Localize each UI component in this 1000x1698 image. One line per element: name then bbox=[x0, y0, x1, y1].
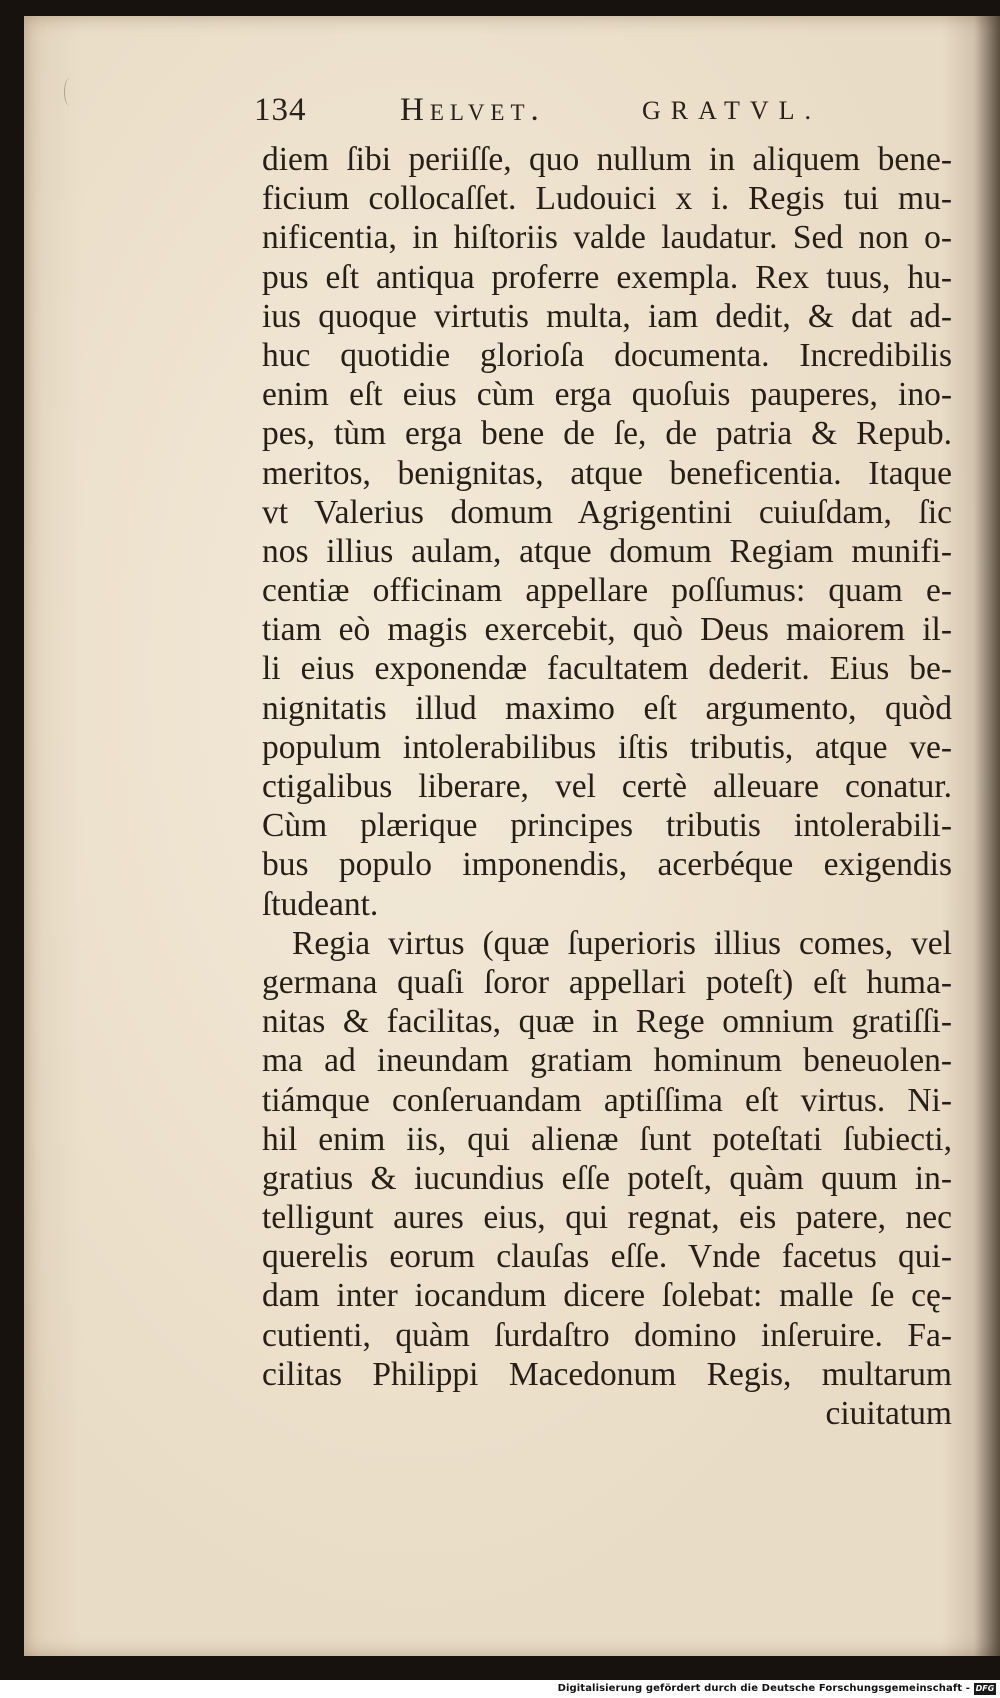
text-line: germana quaſi ſoror appellari poteſt) eſt huma- bbox=[262, 963, 952, 1001]
text-line: ma ad ineundam gratiam hominum beneuolen- bbox=[262, 1042, 952, 1080]
text-line: ctigalibus liberare, vel certè alleuare conatur. bbox=[262, 768, 952, 805]
text-line: nignitatis illud maximo eſt argumento, quòd bbox=[262, 689, 952, 727]
text-line: meritos, benignitas, atque beneficentia. Itaque bbox=[262, 454, 952, 492]
text-line: li eius exponendæ facultatem dederit. Eius be- bbox=[262, 650, 952, 688]
text-line: enim eſt eius cùm erga quoſuis pauperes, ino- bbox=[262, 376, 952, 414]
text-line: pes, tùm erga bene de ſe, de patria & Repub. bbox=[262, 415, 952, 453]
text-line: cilitas Philippi Macedonum Regis, multarum bbox=[262, 1355, 952, 1393]
text-line: populum intolerabilibus iſtis tributis, atque ve- bbox=[262, 728, 952, 766]
margin-mark bbox=[64, 78, 75, 106]
paragraph-end-line: ſtudeant. bbox=[262, 885, 379, 923]
text-line: telligunt aures eius, qui regnat, eis patere, nec bbox=[262, 1199, 952, 1237]
running-title-left: Helvet. bbox=[400, 92, 545, 128]
text-line: nificentia, in hiſtoriis valde laudatur. Sed non o- bbox=[262, 219, 952, 257]
text-line: vt Valerius domum Agrigentini cuiuſdam, ſic bbox=[262, 493, 952, 531]
page-number: 134 bbox=[254, 92, 307, 128]
text-line: Cùm plærique principes tributis intolerabili- bbox=[262, 807, 952, 845]
text-line: tiam eò magis exercebit, quò Deus maiorem il- bbox=[262, 611, 952, 649]
spine-shadow bbox=[974, 16, 1000, 1656]
catchword: ciuitatum bbox=[825, 1395, 952, 1432]
text-line: querelis eorum clauſas eſſe. Vnde facetus qui- bbox=[262, 1238, 952, 1276]
text-line: ius quoque virtutis multa, iam dedit, & dat ad- bbox=[262, 297, 952, 335]
text-line: dam inter iocandum dicere ſolebat: malle ſe cę- bbox=[262, 1277, 952, 1315]
text-line: tiámque conſeruandam aptiſſima eſt virtus. Ni- bbox=[262, 1081, 952, 1119]
text-line: hil enim iis, qui alienæ ſunt poteſtati ſubiecti, bbox=[262, 1120, 952, 1158]
text-line: gratius & iucundius eſſe poteſt, quàm quum in- bbox=[262, 1159, 952, 1197]
running-title-right: GRATVL. bbox=[642, 96, 822, 125]
text-line: ficium collocaſſet. Ludouici x i. Regis tui mu- bbox=[262, 180, 952, 218]
text-line: centiæ officinam appellare poſſumus: quam e- bbox=[262, 572, 952, 610]
text-line: cutienti, quàm ſurdaſtro domino inſeruire. Fa- bbox=[262, 1316, 952, 1354]
text-line: nos illius aulam, atque domum Regiam munifi- bbox=[262, 532, 952, 570]
digitization-footer bbox=[0, 1680, 1000, 1698]
text-line: diem ſibi periiſſe, quo nullum in aliquem bene- bbox=[262, 141, 952, 178]
text-line: huc quotidie glorioſa documenta. Incredibilis bbox=[262, 336, 952, 374]
body-text bbox=[262, 140, 952, 1433]
text-line: bus populo imponendis, acerbéque exigendis bbox=[262, 846, 952, 884]
page-header bbox=[254, 92, 894, 140]
funding-credit: Digitalisierung gefördert durch die Deutsche Forschungsgemeinschaft - bbox=[557, 1683, 970, 1694]
text-line: pus eſt antiqua proferre exempla. Rex tuus, hu- bbox=[262, 258, 952, 296]
dfg-logo: DFG bbox=[975, 1684, 995, 1693]
text-line: nitas & facilitas, quæ in Rege omnium gratiſſi- bbox=[262, 1003, 952, 1041]
paragraph-start-line: Regia virtus (quæ ſuperioris illius comes, vel bbox=[292, 924, 952, 962]
